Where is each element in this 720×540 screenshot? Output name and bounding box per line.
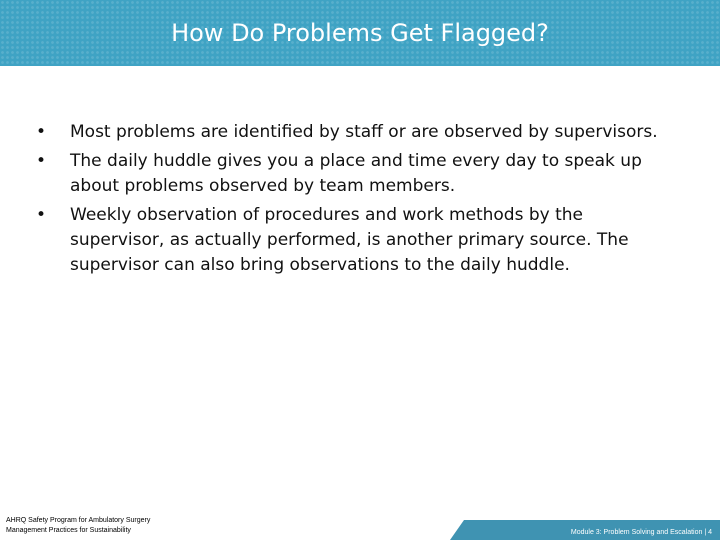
bullet-icon: • — [36, 122, 47, 142]
footer-program-line: AHRQ Safety Program for Ambulatory Surgery — [6, 517, 151, 524]
bullet-text: Weekly observation of procedures and work methods by the supervisor, as actually performed, is another primary source. The supervisor can also bring observations to the daily huddle. — [70, 205, 629, 275]
bullet-list — [36, 120, 676, 278]
bullet-text: Most problems are identified by staff or are observed by supervisors. — [70, 122, 658, 142]
bullet-item — [36, 149, 676, 199]
bullet-item — [36, 120, 676, 145]
bullet-item — [36, 203, 676, 278]
bullet-text: The daily huddle gives you a place and time every day to speak up about problems observed by team members. — [70, 151, 642, 196]
footer-module-label: Module 3: Problem Solving and Escalation | 4 — [570, 529, 712, 536]
slide-content — [36, 120, 676, 282]
bullet-icon: • — [36, 151, 47, 171]
title-bar — [0, 0, 720, 66]
footer-program-line: Management Practices for Sustainability — [6, 527, 131, 534]
bullet-icon: • — [36, 205, 47, 225]
footer-program-label — [6, 516, 226, 536]
slide-title: How Do Problems Get Flagged? — [171, 19, 549, 47]
